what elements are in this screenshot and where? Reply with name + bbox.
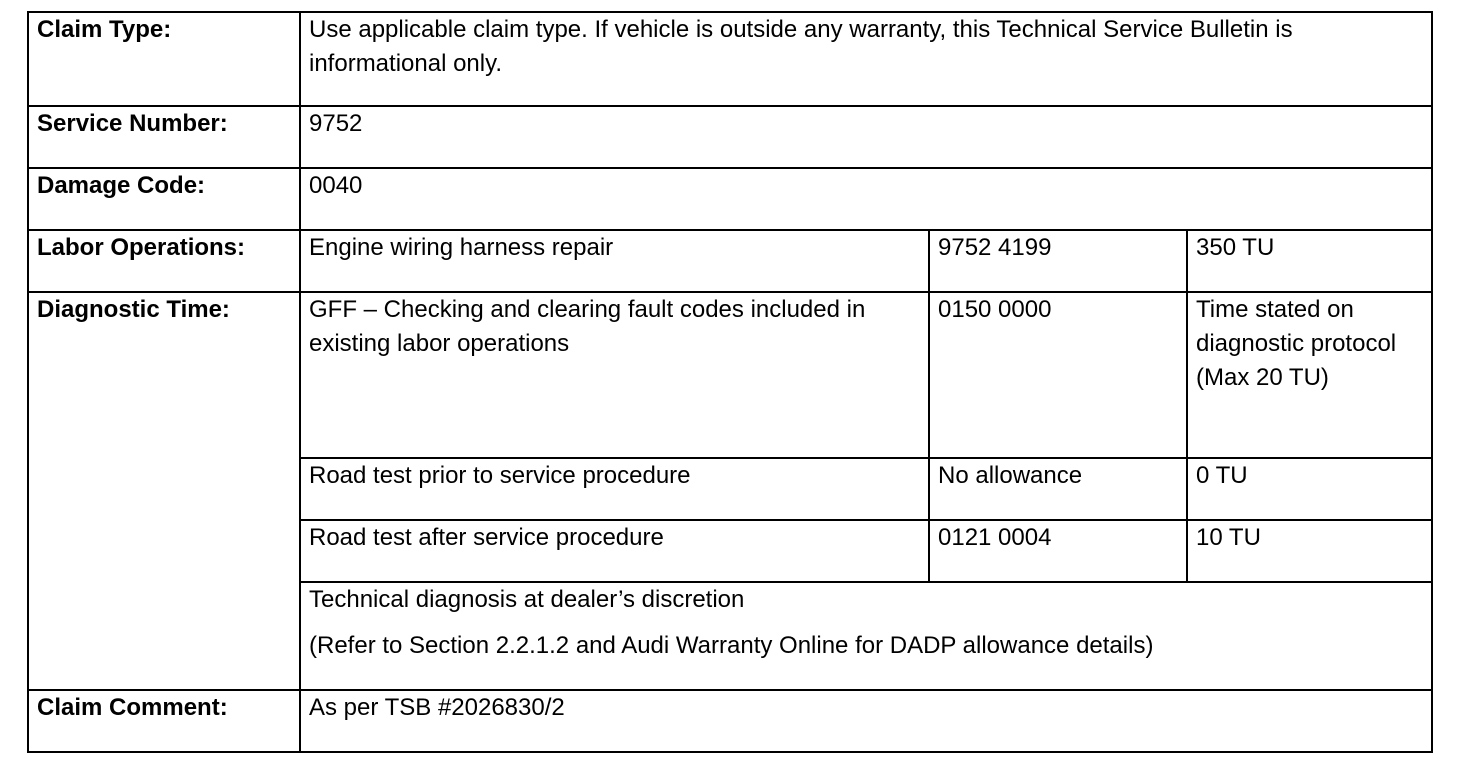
damage-code-label: Damage Code: xyxy=(28,168,300,230)
road-test-prior-time: 0 TU xyxy=(1187,458,1432,520)
service-number-value: 9752 xyxy=(300,106,1432,168)
diagnostic-time-label: Diagnostic Time: xyxy=(28,292,300,690)
service-number-label: Service Number: xyxy=(28,106,300,168)
technical-diagnosis-note: (Refer to Section 2.2.1.2 and Audi Warranty Online for DADP allowance details) xyxy=(309,632,1154,659)
claim-comment-label: Claim Comment: xyxy=(28,690,300,752)
labor-operation-time: 350 TU xyxy=(1187,230,1432,292)
warranty-claim-table xyxy=(27,11,1433,753)
claim-type-row xyxy=(28,12,1432,106)
damage-code-value: 0040 xyxy=(300,168,1432,230)
labor-operations-label: Labor Operations: xyxy=(28,230,300,292)
road-test-prior-description: Road test prior to service procedure xyxy=(300,458,929,520)
labor-operation-code: 9752 4199 xyxy=(929,230,1187,292)
diagnostic-code: 0150 0000 xyxy=(929,292,1187,458)
labor-operations-row xyxy=(28,230,1432,292)
claim-comment-value: As per TSB #2026830/2 xyxy=(300,690,1432,752)
claim-type-value: Use applicable claim type. If vehicle is outside any warranty, this Technical Service Bulletin is informational only. xyxy=(300,12,1432,106)
road-test-prior-code: No allowance xyxy=(929,458,1187,520)
road-test-after-description: Road test after service procedure xyxy=(300,520,929,582)
technical-diagnosis-cell xyxy=(300,582,1432,690)
diagnostic-description: GFF – Checking and clearing fault codes included in existing labor operations xyxy=(300,292,929,458)
labor-operation-description: Engine wiring harness repair xyxy=(300,230,929,292)
claim-type-label: Claim Type: xyxy=(28,12,300,106)
claim-comment-row xyxy=(28,690,1432,752)
diagnostic-time-value: Time stated on diagnostic protocol (Max 20 TU) xyxy=(1187,292,1432,458)
road-test-after-time: 10 TU xyxy=(1187,520,1432,582)
diagnostic-time-row xyxy=(28,292,1432,458)
damage-code-row xyxy=(28,168,1432,230)
road-test-after-code: 0121 0004 xyxy=(929,520,1187,582)
service-number-row xyxy=(28,106,1432,168)
technical-diagnosis-text: Technical diagnosis at dealer’s discretion xyxy=(309,586,745,613)
